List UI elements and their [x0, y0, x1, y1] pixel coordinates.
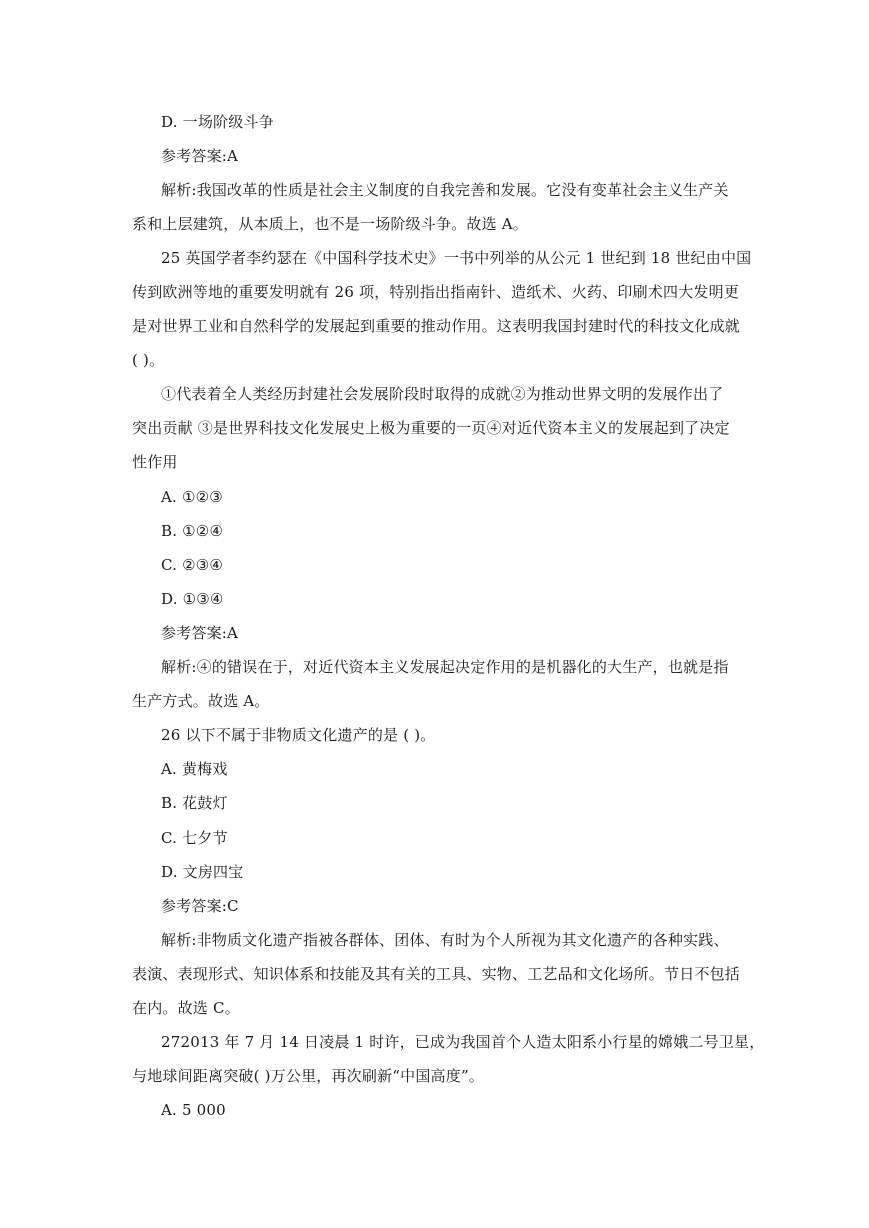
question-25-line4: ( )。	[132, 351, 165, 369]
option-b-q26: B. 花鼓灯	[161, 794, 228, 812]
option-a-q27: A. 5 000	[161, 1101, 226, 1119]
analysis-q24-line1: 解析:我国改革的性质是社会主义制度的自我完善和发展。它没有变革社会主义生产关	[161, 181, 729, 199]
answer-q26: 参考答案:C	[161, 897, 239, 915]
option-d-q25: D. ①③④	[161, 590, 224, 608]
answer-q25: 参考答案:A	[161, 624, 239, 642]
analysis-q25-line2: 生产方式。故选 A。	[132, 692, 270, 710]
analysis-q24-line2: 系和上层建筑，从本质上，也不是一场阶级斗争。故选 A。	[132, 215, 529, 233]
statements-q25-line2: 突出贡献 ③是世界科技文化发展史上极为重要的一页④对近代资本主义的发展起到了决定	[132, 419, 730, 437]
question-25-line1: 25 英国学者李约瑟在《中国科学技术史》一书中列举的从公元 1 世纪到 18 世纪由中国	[161, 249, 752, 267]
statements-q25-line3: 性作用	[132, 453, 178, 471]
analysis-q26-line1: 解析:非物质文化遗产指被各群体、团体、有时为个人所视为其文化遗产的各种实践、	[161, 931, 729, 949]
answer-q24: 参考答案:A	[161, 147, 239, 165]
option-a-q25: A. ①②③	[161, 488, 223, 506]
analysis-q26-line2: 表演、表现形式、知识体系和技能及其有关的工具、实物、工艺品和文化场所。节日不包括	[132, 965, 741, 983]
question-26: 26 以下不属于非物质文化遗产的是 ( )。	[161, 726, 436, 744]
option-c-q25: C. ②③④	[161, 556, 224, 574]
option-d-q26: D. 文房四宝	[161, 863, 244, 881]
question-25-line3: 是对世界工业和自然科学的发展起到重要的推动作用。这表明我国封建时代的科技文化成就	[132, 317, 741, 335]
question-27-line1: 272013 年 7 月 14 日凌晨 1 时许，已成为我国首个人造太阳系小行星的嫦娥二号卫星，	[161, 1033, 765, 1051]
option-d-q24: D. 一场阶级斗争	[161, 113, 274, 131]
option-c-q26: C. 七夕节	[161, 829, 228, 847]
question-27-line2: 与地球间距离突破( )万公里，再次刷新“中国高度”。	[132, 1067, 485, 1085]
analysis-q25-line1: 解析:④的错误在于，对近代资本主义发展起决定作用的是机器化的大生产，也就是指	[161, 658, 729, 676]
option-a-q26: A. 黄梅戏	[161, 760, 228, 778]
question-25-line2: 传到欧洲等地的重要发明就有 26 项，特别指出指南针、造纸术、火药、印刷术四大发明更	[132, 283, 740, 301]
option-b-q25: B. ①②④	[161, 522, 224, 540]
statements-q25-line1: ①代表着全人类经历封建社会发展阶段时取得的成就②为推动世界文明的发展作出了	[161, 385, 724, 403]
analysis-q26-line3: 在内。故选 C。	[132, 999, 240, 1017]
